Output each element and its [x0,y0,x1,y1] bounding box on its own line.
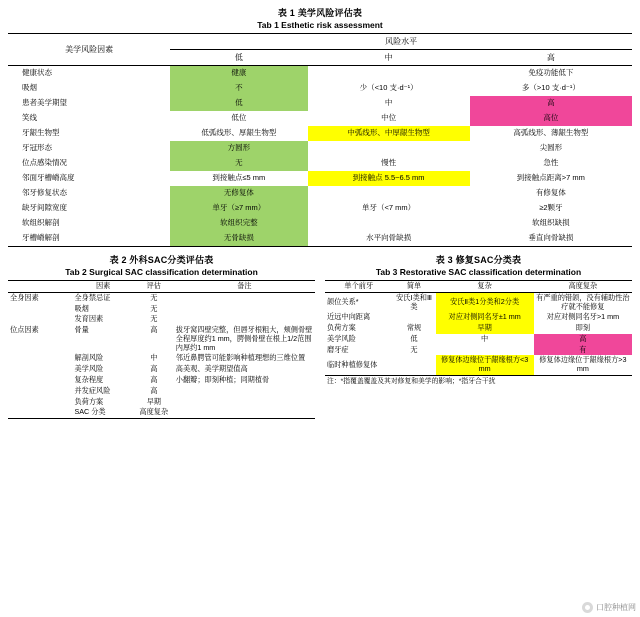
risk-low-cell: 单牙（≥7 mm） [170,201,307,216]
table-row [8,141,632,156]
factor-label: 负荷方案 [327,323,356,333]
table-row [8,292,315,303]
table3-block [325,251,632,419]
factor-label: 负荷方案 [74,396,104,406]
risk-low-cell: 到接触点≤5 mm [212,173,266,183]
surgical-sac-table [8,280,315,419]
table3-caption-en: Tab 3 Restorative SAC classification determination [375,267,582,277]
assessment-value: 无 [150,292,158,302]
table-row [325,355,632,375]
risk-high-cell: 急性 [543,158,559,168]
highly-complex-cell: 有 [534,345,632,356]
assessment-value: 高度复杂 [139,407,169,417]
risk-factor-label: 牙槽嵴解剖 [22,233,60,243]
factor-label: SAC 分类 [74,407,106,417]
factor-label: 骨量 [74,325,89,335]
assessment-value: 高 [150,325,158,335]
table-row [8,325,315,353]
risk-mid-cell: 单牙（<7 mm） [362,203,416,213]
header-factor: 美学风险因素 [8,34,170,66]
risk-mid-cell [308,66,470,82]
factor-label: 发育因素 [74,314,104,324]
table-row [8,66,632,82]
header-col-0: 单个前牙 [325,281,393,293]
risk-factor-label: 笑线 [22,113,37,123]
complex-cell: 中 [481,333,489,343]
factor-label: 解剖风险 [74,353,104,363]
table-header-row [325,281,632,293]
table3-caption-cn: 表 3 修复SAC分类表 [435,255,522,265]
watermark-logo-icon [582,602,593,613]
remark-text [174,304,315,315]
risk-mid-cell [308,216,470,231]
risk-factor-label: 牙冠形态 [22,143,52,153]
highly-complex-cell: 有严重的错颌，没有辅助性治疗就不能修复 [536,292,630,311]
header-low: 低 [234,52,243,62]
table2-caption-cn: 表 2 外科SAC分类评估表 [109,255,214,265]
simple-cell [393,312,436,323]
table-row [8,186,632,201]
table1-block [0,0,640,247]
table-row [325,323,632,334]
risk-mid-cell: 少（<10 支·d⁻¹） [359,83,418,93]
watermark-label: 口腔种植网 [596,603,636,612]
risk-high-cell: 高弧线形、薄龈生物型 [513,128,589,138]
assessment-value: 无 [150,303,158,313]
complex-cell: 对应对侧同名牙±1 mm [436,312,534,323]
remark-text [174,397,315,408]
factor-label: 全身禁忌证 [74,292,111,302]
remark-text [174,292,315,303]
risk-mid-cell [308,141,470,156]
simple-cell [393,355,436,375]
risk-low-cell: 软组织完整 [170,216,307,231]
risk-high-cell: 尖圆形 [539,143,563,153]
header-high: 高 [546,52,555,62]
risk-low-cell: 低弧线形、厚龈生物型 [201,128,277,138]
table-row [325,345,632,356]
risk-high-cell: 有修复体 [535,188,566,198]
header-col-2: 复杂 [436,281,534,293]
risk-mid-cell: 水平向骨缺损 [366,233,412,243]
group-label: 位点因素 [10,325,39,335]
simple-cell: 常规 [406,323,422,333]
table-row [8,216,632,231]
table-row [8,96,632,111]
header-level-group: 风险水平 [170,34,632,50]
risk-factor-label: 位点感染情况 [22,158,67,168]
table-header-row [8,34,632,50]
table-row [8,231,632,247]
risk-mid-cell [308,186,470,201]
restorative-sac-table [325,280,632,376]
risk-mid-cell: 中弧线形、中厚龈生物型 [308,126,470,141]
header-value: 评估 [134,281,174,293]
remark-text: 邻近鼻腭管可能影响种植理想的三维位置 [175,353,306,363]
assessment-value: 早期 [146,396,161,406]
table1-caption-cn: 表 1 美学风险评估表 [277,8,363,18]
risk-high-cell: 高位 [470,111,632,126]
risk-low-cell: 无修复体 [170,186,307,201]
factor-label: 颌位关系* [327,297,359,307]
header-group [8,281,72,293]
risk-low-cell: 方圆形 [170,141,307,156]
simple-cell: 低 [410,333,418,343]
simple-cell: 无 [410,344,418,354]
risk-low-cell: 健康 [170,66,307,82]
table-row [8,126,632,141]
assessment-value: 中 [150,353,158,363]
highly-complex-cell: 对应对侧同名牙>1 mm [546,312,620,322]
table-row [8,81,632,96]
assessment-value: 高 [150,375,158,385]
factor-label: 吸烟 [74,303,89,313]
factor-label: 美学风险 [327,333,356,343]
risk-factor-label: 软组织解剖 [22,218,60,228]
header-mid: 中 [384,52,393,62]
table-row [8,201,632,216]
risk-high-cell: 多（>10 支·d⁻¹） [521,83,580,93]
risk-low-cell: 不 [170,81,307,96]
risk-high-cell: 高 [470,96,632,111]
remark-text: 拔牙窝四壁完整，但唇牙根粗大，颊侧骨壁全程厚度约1 mm，腭侧骨壁在根上1/2范围内厚约1 mm [175,325,313,352]
complex-cell [436,345,534,356]
risk-low-cell: 低 [170,96,307,111]
risk-high-cell: 软组织缺损 [532,218,570,228]
table2-caption-en: Tab 2 Surgical SAC classification determination [65,267,258,277]
group-label: 全身因素 [10,292,39,302]
risk-factor-label: 吸烟 [22,83,37,93]
header-col-3: 高度复杂 [534,281,632,293]
table-row [8,156,632,171]
assessment-value: 高 [150,364,158,374]
table-row [325,292,632,312]
complex-cell: 修复体边缘位于龈缘根方<3 mm [436,355,534,375]
factor-label: 临时种植修复体 [327,359,378,369]
risk-mid-cell: 到接触点 5.5~6.5 mm [308,171,470,186]
header-col-1: 简单 [393,281,436,293]
risk-mid-cell: 中 [384,98,393,108]
highly-complex-cell: 即刻 [575,323,591,333]
factor-label: 磨牙症 [327,344,349,354]
highly-complex-cell: 修复体边缘位于龈缘根方>3 mm [539,355,627,374]
table-row [8,111,632,126]
header-note: 备注 [174,281,315,293]
complex-cell: 安氏Ⅱ类1分类和2分类 [436,292,534,312]
risk-high-cell: 免疫功能低下 [528,68,574,78]
remark-text [174,386,315,397]
table3-note: 注：*指覆盖覆盖及其对修复和美学的影响；*指牙合干扰 [327,378,496,386]
table-header-row [8,281,315,293]
remark-text: 小翻瓣；即刻种植；同期植骨 [175,375,270,385]
remark-text [174,314,315,325]
table-row [325,334,632,345]
header-factor: 因素 [72,281,133,293]
risk-factor-label: 邻面牙槽嵴高度 [22,173,75,183]
risk-factor-label: 健康状态 [22,68,52,78]
complex-cell: 早期 [436,323,534,334]
assessment-value: 高 [150,385,158,395]
watermark [582,602,636,613]
factor-label: 复杂程度 [74,375,104,385]
risk-mid-cell: 中位 [381,113,397,123]
factor-label: 并发症风险 [74,385,111,395]
risk-factor-label: 邻牙修复状态 [22,188,67,198]
risk-mid-cell: 慢性 [381,158,397,168]
risk-high-cell: ≥2颗牙 [539,203,563,213]
table-row [8,171,632,186]
assessment-value: 无 [150,314,158,324]
risk-factor-label: 牙龈生物型 [22,128,60,138]
remark-text [174,407,315,418]
risk-high-cell: 到接触点距离>7 mm [516,173,585,183]
factor-label: 近远中向距离 [327,312,371,322]
bottom-tables [0,251,640,419]
risk-factor-label: 患者美学期望 [22,98,67,108]
risk-factor-label: 缺牙间隙宽度 [22,203,67,213]
simple-cell: 安氏Ⅰ类和Ⅲ类 [396,292,432,311]
table-row [325,312,632,323]
table2-block [8,251,315,419]
risk-low-cell: 无 [170,156,307,171]
table1-caption-en: Tab 1 Esthetic risk assessment [257,20,383,30]
remark-text: 高美观、美学期望值高 [175,364,248,374]
highly-complex-cell: 高 [534,334,632,345]
risk-low-cell: 低位 [231,113,247,123]
factor-label: 美学风险 [74,364,104,374]
risk-low-cell: 无骨缺损 [170,231,307,247]
esthetic-risk-table [8,33,632,247]
risk-high-cell: 垂直向骨缺损 [528,233,574,243]
